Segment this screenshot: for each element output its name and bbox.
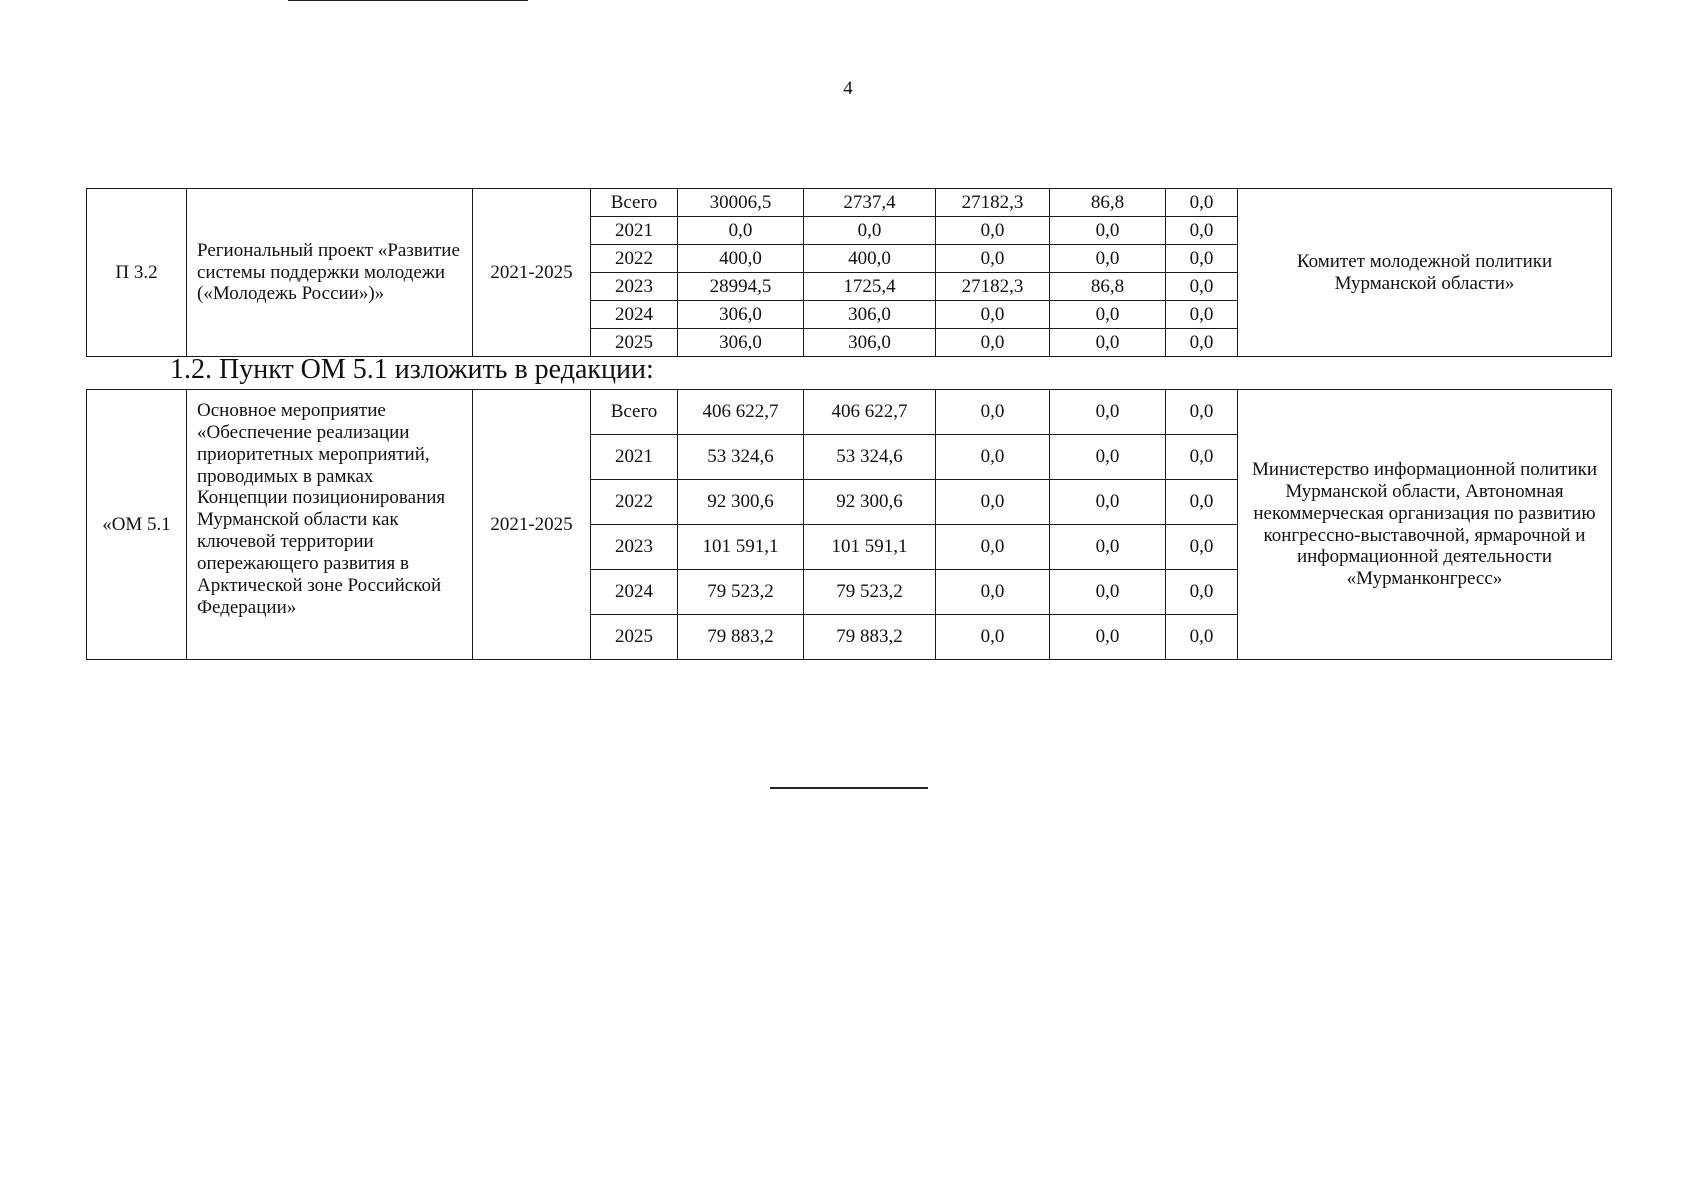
amount-cell: 2737,4: [804, 189, 936, 217]
amount-cell: 0,0: [804, 217, 936, 245]
amount-cell: 0,0: [1050, 480, 1166, 525]
table-p32: [86, 188, 1612, 357]
year-cell: 2023: [591, 273, 678, 301]
amount-cell: 101 591,1: [804, 525, 936, 570]
amount-cell: 27182,3: [936, 273, 1050, 301]
amount-cell: 0,0: [1050, 390, 1166, 435]
table-om51-body: [87, 390, 1612, 660]
amount-cell: 0,0: [678, 217, 804, 245]
amount-cell: 0,0: [1050, 525, 1166, 570]
year-cell: 2022: [591, 480, 678, 525]
amount-cell: 0,0: [1166, 480, 1238, 525]
amount-cell: 0,0: [1166, 301, 1238, 329]
amount-cell: 0,0: [936, 435, 1050, 480]
amount-cell: 1725,4: [804, 273, 936, 301]
name-cell: Региональный проект «Развитие системы поддержки молодежи («Молодежь России»)»: [187, 189, 473, 357]
amount-cell: 400,0: [678, 245, 804, 273]
top-edge-rule: [288, 0, 528, 1]
amount-cell: 101 591,1: [678, 525, 804, 570]
table-om51: [86, 389, 1612, 660]
amount-cell: 79 883,2: [678, 615, 804, 660]
amount-cell: 0,0: [1166, 435, 1238, 480]
year-cell: 2025: [591, 329, 678, 357]
instruction-text: 1.2. Пункт ОМ 5.1 изложить в редакции:: [170, 354, 654, 385]
amount-cell: 79 523,2: [678, 570, 804, 615]
amount-cell: 0,0: [1166, 189, 1238, 217]
amount-cell: 0,0: [936, 480, 1050, 525]
amount-cell: 0,0: [1166, 273, 1238, 301]
amount-cell: 0,0: [1050, 245, 1166, 273]
amount-cell: 406 622,7: [678, 390, 804, 435]
amount-cell: 28994,5: [678, 273, 804, 301]
amount-cell: 0,0: [1166, 525, 1238, 570]
code-cell: П 3.2: [87, 189, 187, 357]
year-cell: Всего: [591, 390, 678, 435]
table-p32-body: [87, 189, 1612, 357]
amount-cell: 27182,3: [936, 189, 1050, 217]
name-cell: Основное мероприятие «Обеспечение реализации приоритетных мероприятий, проводимых в рамках Концепции позиционирования Мурманской области как ключевой территории опережающего развития в Арктической зоне Российской Федерации»: [187, 390, 473, 660]
year-cell: 2024: [591, 301, 678, 329]
period-cell: 2021-2025: [473, 390, 591, 660]
amount-cell: 0,0: [936, 525, 1050, 570]
responsible-cell: Министерство информационной политики Мурманской области, Автономная некоммерческая организация по развитию конгрессно-выставочной, ярмарочной и информационной деятельности «Мурманконгресс»: [1238, 390, 1612, 660]
amount-cell: 0,0: [936, 390, 1050, 435]
amount-cell: 86,8: [1050, 273, 1166, 301]
amount-cell: 0,0: [936, 217, 1050, 245]
year-cell: 2024: [591, 570, 678, 615]
amount-cell: 30006,5: [678, 189, 804, 217]
page-number: 4: [843, 78, 853, 99]
amount-cell: 0,0: [936, 329, 1050, 357]
amount-cell: 0,0: [1166, 329, 1238, 357]
year-cell: 2021: [591, 435, 678, 480]
amount-cell: 0,0: [1050, 615, 1166, 660]
year-cell: 2023: [591, 525, 678, 570]
code-cell: «ОМ 5.1: [87, 390, 187, 660]
amount-cell: 86,8: [1050, 189, 1166, 217]
end-of-document-rule: [770, 787, 928, 789]
amount-cell: 0,0: [1050, 329, 1166, 357]
table-row: [87, 189, 1612, 217]
year-cell: 2025: [591, 615, 678, 660]
amount-cell: 0,0: [936, 570, 1050, 615]
amount-cell: 0,0: [936, 301, 1050, 329]
amount-cell: 79 883,2: [804, 615, 936, 660]
amount-cell: 79 523,2: [804, 570, 936, 615]
table-row: [87, 390, 1612, 435]
amount-cell: 400,0: [804, 245, 936, 273]
year-cell: 2022: [591, 245, 678, 273]
responsible-cell: Комитет молодежной политики Мурманской области»: [1238, 189, 1612, 357]
amount-cell: 406 622,7: [804, 390, 936, 435]
amount-cell: 0,0: [1166, 570, 1238, 615]
year-cell: 2021: [591, 217, 678, 245]
period-cell: 2021-2025: [473, 189, 591, 357]
amount-cell: 0,0: [936, 245, 1050, 273]
amount-cell: 0,0: [1050, 301, 1166, 329]
amount-cell: 0,0: [1166, 245, 1238, 273]
amount-cell: 306,0: [804, 301, 936, 329]
amount-cell: 53 324,6: [804, 435, 936, 480]
amount-cell: 0,0: [1050, 435, 1166, 480]
year-cell: Всего: [591, 189, 678, 217]
amount-cell: 0,0: [1166, 217, 1238, 245]
amount-cell: 0,0: [1050, 217, 1166, 245]
amount-cell: 92 300,6: [678, 480, 804, 525]
amount-cell: 0,0: [1166, 390, 1238, 435]
amount-cell: 0,0: [1166, 615, 1238, 660]
amount-cell: 0,0: [1050, 570, 1166, 615]
amount-cell: 306,0: [678, 329, 804, 357]
amount-cell: 306,0: [678, 301, 804, 329]
amount-cell: 53 324,6: [678, 435, 804, 480]
amount-cell: 0,0: [936, 615, 1050, 660]
amount-cell: 306,0: [804, 329, 936, 357]
amount-cell: 92 300,6: [804, 480, 936, 525]
